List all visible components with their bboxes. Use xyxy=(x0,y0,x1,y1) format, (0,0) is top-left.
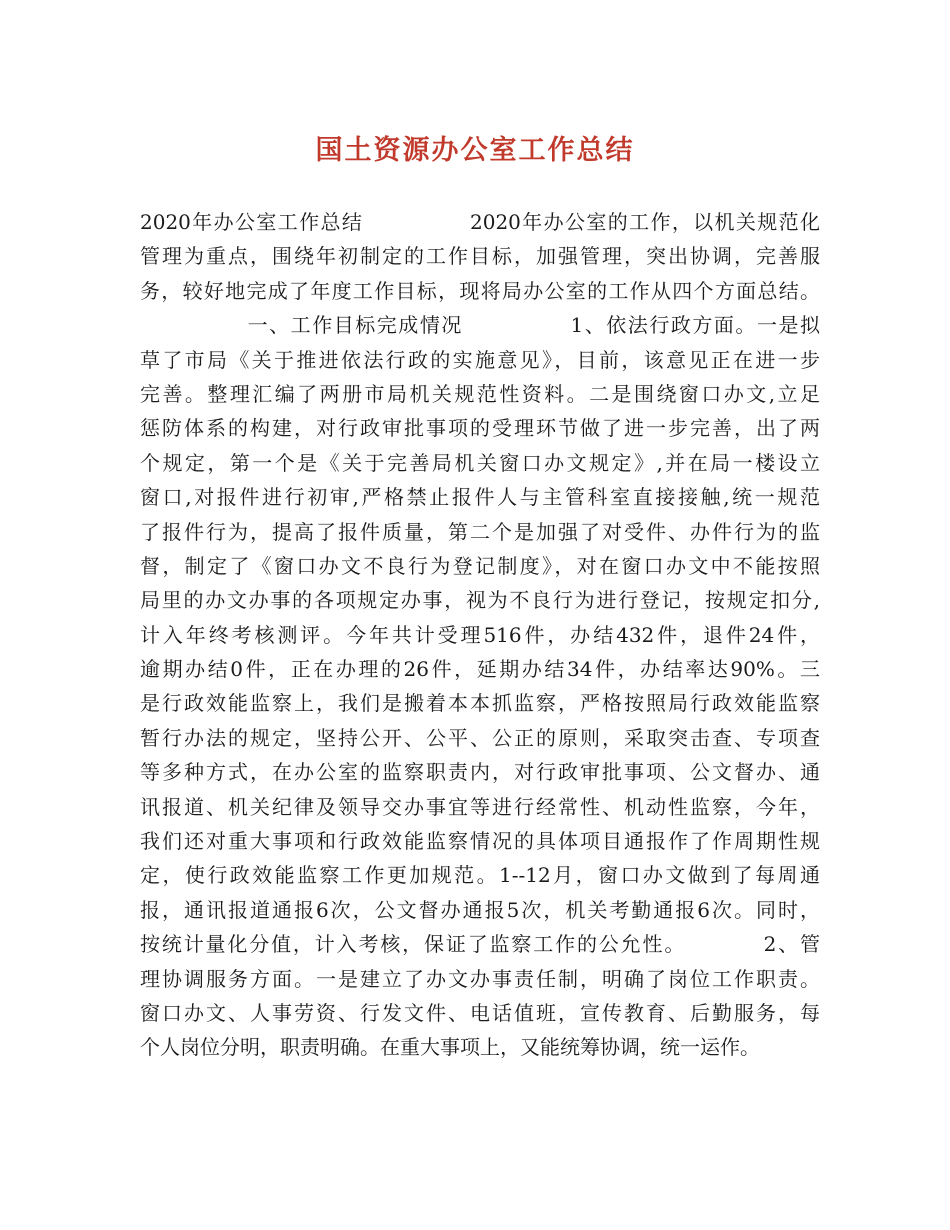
body-line: 惩防体系的构建，对行政审批事项的受理环节做了进一步完善，出了两 xyxy=(140,416,820,441)
body-line: 完善。整理汇编了两册市局机关规范性资料。二是围绕窗口办文,立足 xyxy=(140,381,820,406)
body-line: 一、工作目标完成情况 1、依法行政方面。一是拟 xyxy=(140,313,820,338)
body-line: 务，较好地完成了年度工作目标，现将局办公室的工作从四个方面总结。 xyxy=(140,278,820,303)
body-line: 个人岗位分明，职责明确。在重大事项上，又能统筹协调，统一运作。 xyxy=(140,1035,760,1060)
body-line: 是行政效能监察上，我们是搬着本本抓监察，严格按照局行政效能监察 xyxy=(140,691,820,716)
body-line: 个规定，第一个是《关于完善局机关窗口办文规定》,并在局一楼设立 xyxy=(140,450,820,475)
body-line: 定，使行政效能监察工作更加规范。1--12月，窗口办文做到了每周通 xyxy=(140,863,820,888)
body-line: 理协调服务方面。一是建立了办文办事责任制，明确了岗位工作职责。 xyxy=(140,966,820,991)
document-title: 国土资源办公室工作总结 xyxy=(315,135,635,166)
body-line: 管理为重点，围绕年初制定的工作目标，加强管理，突出协调，完善服 xyxy=(140,244,820,269)
document-body xyxy=(140,205,820,1065)
body-line: 等多种方式，在办公室的监察职责内，对行政审批事项、公文督办、通 xyxy=(140,760,820,785)
body-line: 窗口,对报件进行初审,严格禁止报件人与主管科室直接接触,统一规范 xyxy=(140,485,820,510)
body-line: 逾期办结0件，正在办理的26件，延期办结34件，办结率达90%。三 xyxy=(140,657,820,682)
body-line: 报，通讯报道通报6次，公文督办通报5次，机关考勤通报6次。同时， xyxy=(140,897,820,922)
body-line: 我们还对重大事项和行政效能监察情况的具体项目通报作了作周期性规 xyxy=(140,829,820,854)
body-line: 讯报道、机关纪律及领导交办事宜等进行经常性、机动性监察，今年， xyxy=(140,794,820,819)
body-line: 督，制定了《窗口办文不良行为登记制度》，对在窗口办文中不能按照 xyxy=(140,553,820,578)
body-line: 草了市局《关于推进依法行政的实施意见》，目前，该意见正在进一步 xyxy=(140,347,820,372)
body-line: 暂行办法的规定，坚持公开、公平、公正的原则，采取突击查、专项查 xyxy=(140,725,820,750)
body-line: 2020年办公室工作总结 2020年办公室的工作，以机关规范化 xyxy=(140,210,820,234)
body-line: 计入年终考核测评。今年共计受理516件，办结432件，退件24件， xyxy=(140,622,820,647)
body-line: 局里的办文办事的各项规定办事，视为不良行为进行登记，按规定扣分, xyxy=(140,588,820,613)
body-line: 按统计量化分值，计入考核，保证了监察工作的公允性。 2、管 xyxy=(140,932,820,957)
body-line: 了报件行为，提高了报件质量，第二个是加强了对受件、办件行为的监 xyxy=(140,519,820,544)
body-line: 窗口办文、人事劳资、行发文件、电话值班，宣传教育、后勤服务，每 xyxy=(140,1000,820,1025)
